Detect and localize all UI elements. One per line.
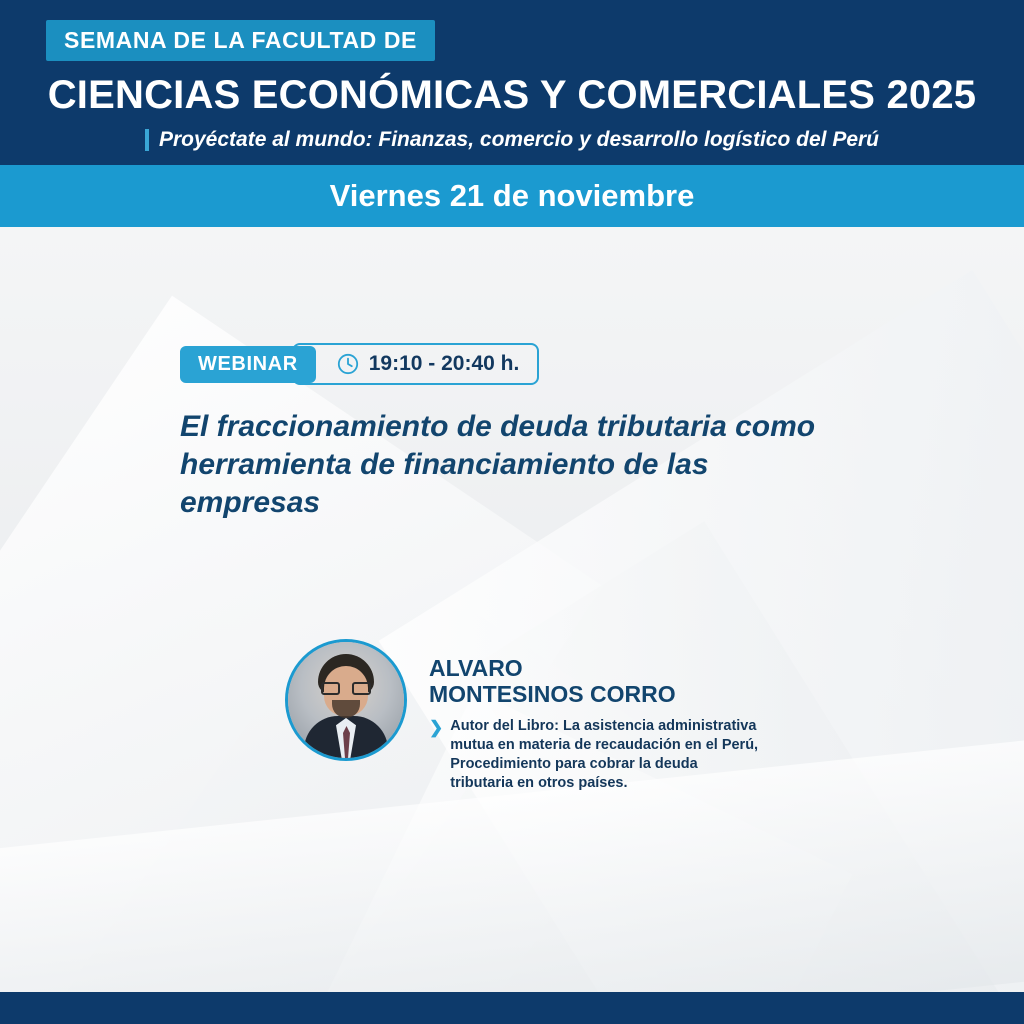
poster-body: [0, 227, 1024, 992]
speaker-photo: [288, 642, 404, 758]
session-time: 19:10 - 20:40 h.: [368, 352, 520, 375]
session-title: El fraccionamiento de deuda tributaria como herramienta de financiamiento de las empresas: [180, 410, 816, 519]
event-subtitle: Proyéctate al mundo: Finanzas, comercio y desarrollo logístico del Perú: [158, 128, 880, 151]
poster-header: [0, 0, 1024, 165]
speaker-last-name: MONTESINOS CORRO: [429, 681, 676, 708]
chevron-right-icon: ❯: [429, 717, 444, 737]
speaker-info: [429, 639, 759, 793]
date-label: Viernes 21 de noviembre: [329, 178, 695, 213]
speaker-first-name: ALVARO: [429, 655, 523, 681]
faculty-week-ribbon: SEMANA DE LA FACULTAD DE: [46, 20, 435, 61]
session-block: [180, 342, 904, 521]
speaker-role: Autor del Libro: La asistencia administrativa mutua en materia de recaudación en el Perú, Procedimiento para cobrar la deuda tributaria en otros países.: [450, 717, 759, 792]
clock-icon: [336, 352, 360, 376]
event-subtitle-wrap: [0, 128, 1024, 152]
session-type-badge: WEBINAR: [180, 346, 316, 383]
event-title: CIENCIAS ECONÓMICAS Y COMERCIALES 2025: [47, 73, 977, 117]
glasses-icon: [321, 682, 371, 695]
avatar: [285, 639, 407, 761]
subtitle-accent-bar: [145, 129, 149, 151]
poster-footer-bar: [0, 992, 1024, 1024]
session-time-chip: [292, 343, 540, 385]
date-bar: [0, 165, 1024, 227]
session-meta-row: [180, 342, 904, 386]
speaker-block: [285, 639, 759, 793]
speaker-role-row: [429, 717, 759, 794]
